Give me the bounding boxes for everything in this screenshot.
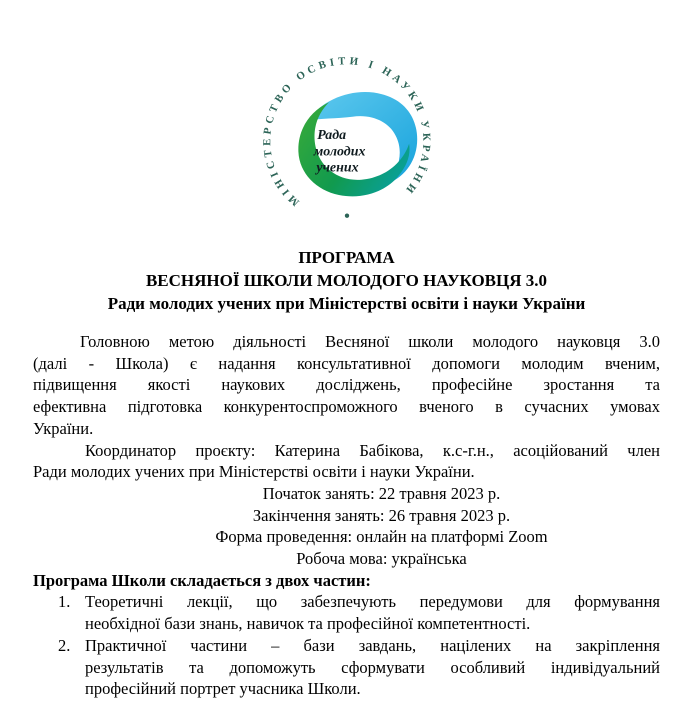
list-item-line: Теоретичні лекції, що забезпечують передумови для формування bbox=[85, 592, 660, 612]
document-body bbox=[0, 331, 693, 700]
coordinator-paragraph bbox=[33, 440, 660, 483]
ring-separator-dot-icon bbox=[344, 214, 348, 218]
logo-svg bbox=[257, 51, 437, 231]
detail-end-date: Закінчення занять: 26 травня 2023 р. bbox=[252, 505, 511, 525]
detail-start-date: Початок занять: 22 травня 2023 р. bbox=[262, 483, 501, 503]
paragraph-line: (далі - Школа) є надання консультативної допомоги молодим вченим, bbox=[33, 353, 660, 373]
paragraph-line: Головною метою діяльності Весняної школи молодого науковця 3.0 bbox=[80, 332, 660, 351]
list-item-line: необхідної бази знань, навичок та професійної компетентності. bbox=[85, 614, 531, 634]
title-line: ПРОГРАМА bbox=[298, 248, 395, 267]
logo bbox=[0, 0, 693, 231]
intro-paragraph bbox=[33, 331, 660, 440]
list-item-number: 2. bbox=[58, 635, 71, 655]
logo-ring-text: МІНІСТЕРСТВО ОСВІТИ І НАУКИ УКРАЇНИ bbox=[260, 55, 432, 209]
list-item-line: результатів та допоможуть сформувати особливий індивідуальний bbox=[85, 657, 660, 677]
logo-center-text-line: молодих bbox=[313, 144, 365, 160]
paragraph-line: підвищення якості наукових досліджень, професійне зростання та bbox=[33, 375, 660, 395]
paragraph-line: Координатор проєкту: Катерина Бабікова, к.с-г.н., асоційований член bbox=[85, 440, 660, 460]
document-title bbox=[0, 246, 693, 315]
list-item-line: професійний портрет учасника Школи. bbox=[85, 679, 361, 699]
detail-format: Форма проведення: онлайн на платформі Zoom bbox=[215, 527, 548, 547]
event-details bbox=[103, 483, 660, 570]
program-heading: Програма Школи складається з двох частин: bbox=[33, 570, 371, 590]
list-item bbox=[33, 635, 660, 700]
title-line: Ради молодих учених при Міністерстві освіти і науки України bbox=[107, 294, 586, 313]
title-line: ВЕСНЯНОЇ ШКОЛИ МОЛОДОГО НАУКОВЦЯ 3.0 bbox=[145, 271, 548, 290]
detail-language: Робоча мова: українська bbox=[296, 549, 467, 569]
paragraph-line: ефективна підготовка конкурентоспроможного вченого в сучасних умовах bbox=[33, 397, 660, 417]
paragraph-line: Ради молодих учених при Міністерстві освіти і науки України. bbox=[33, 462, 475, 482]
list-item bbox=[33, 591, 660, 634]
program-list bbox=[33, 591, 660, 700]
list-item-number: 1. bbox=[58, 592, 71, 612]
logo-center-text-line: учених bbox=[315, 160, 359, 176]
list-item-line: Практичної частини – бази завдань, націлених на закріплення bbox=[85, 635, 660, 655]
logo-center-text-line: Рада bbox=[316, 128, 346, 144]
paragraph-line: України. bbox=[33, 418, 94, 438]
